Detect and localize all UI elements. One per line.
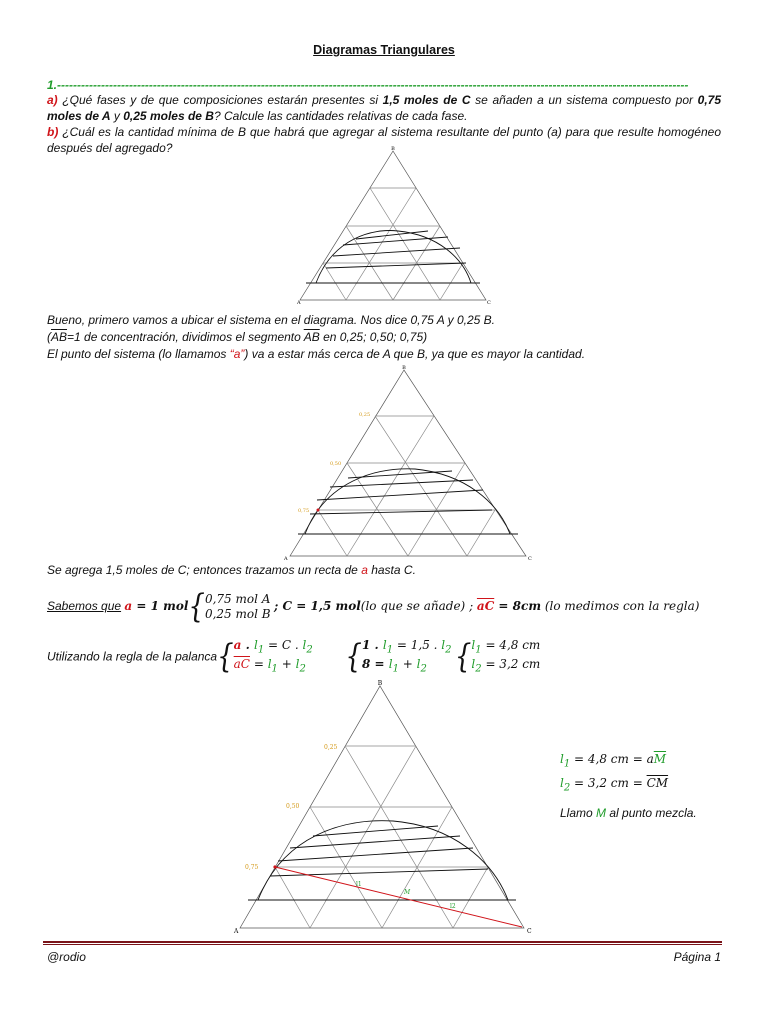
- para1-text: en 0,25; 0,50; 0,75): [319, 330, 428, 344]
- footer-rule: [43, 941, 722, 943]
- eq-c: = C .: [264, 638, 303, 652]
- tick-075-label: 0,75: [245, 864, 259, 871]
- point-m-label: M: [404, 889, 411, 896]
- eq: =: [250, 657, 268, 672]
- sub: 1: [271, 663, 278, 675]
- page-title: Diagramas Triangulares: [313, 43, 455, 57]
- brace: {: [345, 638, 362, 677]
- part-a-paragraph: [47, 92, 721, 124]
- coef: 1 .: [361, 638, 383, 652]
- l1-symbol: l: [382, 638, 387, 652]
- eq: = 1,5 .: [393, 638, 442, 652]
- part-a-bold-b: 0,25 moles de B: [123, 109, 214, 123]
- l2-symbol: l: [471, 657, 476, 672]
- sub: 2: [563, 782, 571, 794]
- vertex-b-label: B: [391, 146, 395, 152]
- para2: [47, 562, 721, 578]
- l1-symbol: l: [388, 657, 393, 672]
- mezcla-text: Llamo: [560, 806, 597, 820]
- part-b-text: ¿Cuál es la cantidad mínima de B que habrá que agregar al sistema resultante del punto (a) para que resulte homogéneo después del agregado?: [47, 125, 721, 155]
- tick-050-label: 0,50: [286, 803, 300, 810]
- para1-text: El punto del sistema (lo llamamos: [47, 347, 230, 361]
- part-a-text: y: [110, 109, 124, 123]
- sub: 2: [306, 644, 313, 656]
- eq: 8 =: [361, 657, 389, 672]
- problem-separator: [47, 78, 717, 92]
- l1-symbol: l: [253, 638, 258, 652]
- ab-segment: $\overline{AB}$: [51, 330, 68, 344]
- plus: +: [277, 657, 296, 672]
- point-a-name: “a”: [229, 347, 245, 361]
- lever-label: Utilizando la regla de la palanca: [47, 649, 218, 664]
- ternary-diagram-2: [280, 362, 540, 562]
- para1-line1: Bueno, primero vamos a ubicar el sistema en el diagrama. Nos dice 0,75 A y 0,25 B.: [47, 313, 496, 327]
- ternary-diagram-1: [288, 143, 498, 308]
- footer-page-number: Página 1: [673, 950, 721, 964]
- sub: 2: [445, 644, 452, 656]
- tick-075-label: 0,75: [298, 508, 310, 514]
- side-note-l2: [560, 776, 668, 793]
- var-a: a: [233, 638, 242, 652]
- l2-symbol: l: [416, 657, 421, 672]
- para1-text: =1 de concentración, dividimos el segmento: [67, 330, 304, 344]
- para2-text: Se agrega 1,5 moles de C; entonces trazamos un recta de: [47, 563, 362, 577]
- segment-ac: $\overline{aC}$: [476, 599, 495, 614]
- para2-text: hasta C.: [367, 563, 416, 577]
- l1-note-text: = 4,8 cm = a: [570, 752, 654, 766]
- side-note-mezcla: [560, 806, 697, 820]
- l2-symbol: l: [441, 638, 446, 652]
- brace: {: [454, 638, 472, 677]
- sabemos-label: Sabemos que: [47, 599, 122, 614]
- point-a-name: a: [361, 563, 368, 577]
- l2-symbol: l: [302, 638, 307, 652]
- brace: {: [217, 638, 234, 677]
- mol-b: 0,25 mol B: [204, 607, 271, 621]
- sub: 1: [563, 758, 571, 770]
- vertex-c-label: C: [487, 300, 491, 306]
- l2-note-text: = 3,2 cm =: [570, 776, 647, 790]
- ternary-diagram-3: [228, 676, 544, 938]
- para1-text: ) va a estar más cerca de A que B, ya que es mayor la cantidad.: [244, 347, 586, 361]
- segment-ac: $\overline{aC}$: [233, 657, 250, 672]
- sub: 1: [257, 644, 265, 656]
- vertex-a-label: A: [234, 928, 239, 935]
- segment-l2-label: l2: [450, 903, 456, 910]
- part-b-label: b): [47, 125, 59, 139]
- problem-number: 1.-: [47, 78, 62, 92]
- ab-segment: $\overline{AB}$: [303, 330, 320, 344]
- part-a-bold-c: 1,5 moles de C: [382, 93, 471, 107]
- point-m: $\overline{M}$: [653, 752, 667, 766]
- vertex-c-label: C: [527, 928, 532, 935]
- footer-rule: [43, 944, 722, 945]
- mezcla-text: al punto mezcla.: [606, 806, 697, 820]
- sub: 2: [475, 663, 482, 675]
- sub: 2: [299, 663, 306, 675]
- para1-line2: ($\overline{AB}=1$ de concentración, dividimos el segmento $\overline{AB}$ en 0,25; 0,50; 0,75): [47, 330, 428, 344]
- part-a-text: ¿Qué fases y de que composiciones estarán presentes si: [57, 93, 383, 107]
- system-2: [362, 638, 452, 677]
- vertex-a-label: A: [297, 300, 301, 306]
- point-a-marker: [273, 865, 276, 868]
- sabemos-equation: [47, 588, 700, 626]
- point-m: M: [596, 806, 607, 820]
- para1-line3: [47, 346, 721, 362]
- dot: .: [241, 638, 254, 652]
- segment-l1-label: l1: [356, 881, 362, 888]
- point-a-marker: [317, 509, 320, 512]
- system-3: [471, 638, 540, 677]
- sub: 1: [386, 644, 394, 656]
- sub: 1: [475, 644, 482, 656]
- sub: 2: [420, 663, 427, 675]
- paren-added: (lo que se añade): [360, 599, 466, 614]
- l1-symbol: l: [471, 638, 476, 652]
- l2-symbol: l: [295, 657, 300, 672]
- tick-050-label: 0,50: [330, 461, 342, 467]
- lever-rule-equations: [47, 638, 540, 677]
- vertex-c-label: C: [528, 556, 532, 562]
- vertex-a-label: A: [284, 556, 288, 562]
- l1-symbol: l: [560, 752, 564, 766]
- mol-stack: [205, 592, 271, 622]
- footer-author: @rodio: [47, 950, 86, 964]
- paren-ruler: (lo medimos con la regla): [541, 599, 700, 614]
- l2-value: = 3,2 cm: [481, 657, 541, 672]
- part-a-text: ? Calcule las cantidades relativas de cada fase.: [213, 109, 468, 123]
- tick-025-label: 0,25: [359, 412, 371, 418]
- eq-ac-length: = 8cm: [494, 599, 542, 614]
- segment-cm: $\overline{CM}$: [646, 776, 669, 790]
- sep: ;: [465, 599, 477, 614]
- part-a-text: se añaden a un sistema compuesto por: [470, 93, 698, 107]
- plus: +: [398, 657, 417, 672]
- part-a-bold-a: 0,75 moles de A: [47, 93, 721, 123]
- mol-a: 0,75 mol A: [204, 592, 271, 606]
- part-a-label: a): [47, 93, 58, 107]
- dash-line: -------------------------------------------------------------------------------------------------------------------------------------------------------------: [61, 78, 689, 92]
- eq-a-mol: = 1 mol: [132, 599, 189, 614]
- l1-symbol: l: [267, 657, 272, 672]
- eq-c-mol: ; C = 1,5 mol: [273, 599, 361, 614]
- vertex-b-label: B: [377, 680, 383, 687]
- brace: {: [188, 588, 205, 626]
- vertex-b-label: B: [402, 365, 406, 371]
- l2-symbol: l: [560, 776, 564, 790]
- sub: 1: [392, 663, 399, 675]
- l1-value: = 4,8 cm: [481, 638, 541, 652]
- tick-025-label: 0,25: [324, 744, 338, 751]
- var-a: a: [124, 599, 133, 614]
- side-note-l1: [560, 752, 666, 769]
- system-1: [234, 638, 313, 677]
